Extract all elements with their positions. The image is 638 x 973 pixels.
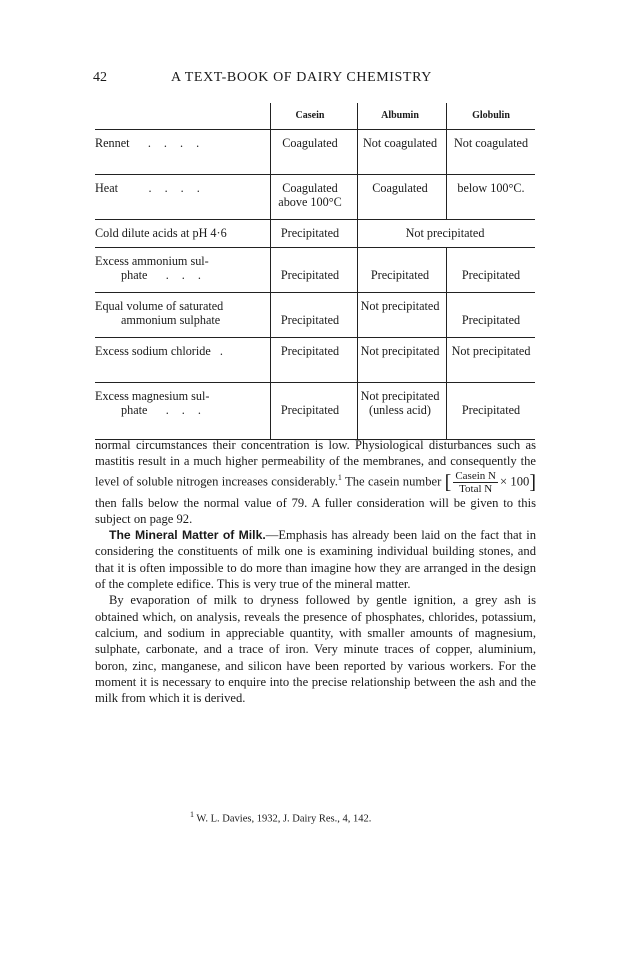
cell-globulin: Not precipitated	[451, 344, 531, 358]
paragraph: The Mineral Matter of Milk.—Emphasis has already been laid on the fact that in considering the constituents of milk one is examining individual building stones, and that it is often impossible to do more than imagine how they are arranged in the design of the complete edifice. This is very true of the mineral matter.	[95, 528, 537, 592]
cell-albumin: Not precipitated	[360, 299, 440, 313]
page-header	[93, 70, 543, 90]
paragraph: By evaporation of milk to dryness followed by gentle ignition, a grey ash is obtained which, on analysis, reveals the presence of phosphates, chlorides, potassium, calcium, and sodium in appreciable quantity, with smaller amounts of magnesium, sulphate, carbonate, and a trace of iron. Very minute traces of copper, aluminium, boron, zinc, manganese, and silicon have been reported by various workers. For the moment it is necessary to enquire into the precise relationship between the ash and the milk from which it is derived.	[95, 593, 536, 706]
row-label: Equal volume of saturated ammonium sulphate	[95, 299, 224, 327]
cell-globulin: Precipitated	[461, 313, 521, 327]
row-label: Excess ammonium sul- phate . . .	[95, 254, 209, 282]
table-row	[95, 174, 535, 219]
cell-globulin: below 100°C.	[457, 181, 525, 195]
cell-albumin: Precipitated	[370, 268, 430, 282]
row-label: Cold dilute acids at pH 4·6	[95, 226, 227, 240]
body-text	[95, 437, 536, 706]
column-header-albumin: Albumin	[381, 110, 419, 121]
cell-albumin: Not coagulated	[362, 136, 438, 150]
cell-albumin-globulin: Not precipitated	[405, 226, 485, 240]
table-row	[95, 219, 535, 247]
cell-albumin: Not precipitated (unless acid)	[360, 389, 440, 417]
cell-casein: Precipitated	[280, 403, 340, 417]
table-row	[95, 292, 535, 337]
cell-globulin: Not coagulated	[453, 136, 529, 150]
cell-globulin: Precipitated	[461, 403, 521, 417]
row-label: Excess sodium chloride .	[95, 344, 228, 358]
column-header-globulin: Globulin	[472, 110, 510, 121]
row-label: Excess magnesium sul- phate . . .	[95, 389, 210, 417]
cell-globulin: Precipitated	[461, 268, 521, 282]
table-header-row	[95, 103, 535, 129]
section-heading: The Mineral Matter of Milk.	[109, 528, 266, 543]
table-row	[95, 129, 535, 174]
casein-number-fraction: $\frac{\text{Casein N}}{\text{Total N}}$	[455, 469, 496, 495]
table-row	[95, 337, 535, 382]
page-number: 42	[93, 70, 107, 85]
cell-casein: Precipitated	[280, 268, 340, 282]
table-row	[95, 247, 535, 292]
footnote-marker: 1	[337, 472, 342, 482]
footnote: $^1$ W. L. Davies, 1932, J. Dairy Res., 4, 142.	[190, 810, 372, 825]
cell-casein: Precipitated	[280, 313, 340, 327]
cell-casein: Coagulated	[282, 136, 338, 150]
cell-casein: Coagulated above 100°C	[278, 181, 342, 209]
cell-casein: Precipitated	[280, 226, 340, 240]
paragraph: normal circumstances their concentration is low. Physiological disturbances such as mastitis result in a much higher permeability of the membranes, and consequently the level of soluble nitrogen increases considerably.$^1$ The casein number [ $\frac{\text{Casein N}}{\text{Total N}}$ × 100] then falls below the normal value of 79. A fuller consideration will be given to this subject on page 92.	[95, 438, 536, 526]
column-header-casein: Casein	[295, 110, 325, 121]
cell-casein: Precipitated	[280, 344, 340, 358]
protein-properties-table	[95, 103, 535, 440]
row-label: Heat . . . .	[95, 181, 205, 195]
cell-albumin: Not precipitated	[360, 344, 440, 358]
running-title: A TEXT-BOOK OF DAIRY CHEMISTRY	[171, 70, 432, 85]
cell-albumin: Coagulated	[372, 181, 428, 195]
table-row	[95, 382, 535, 439]
row-label: Rennet . . . .	[95, 136, 205, 150]
